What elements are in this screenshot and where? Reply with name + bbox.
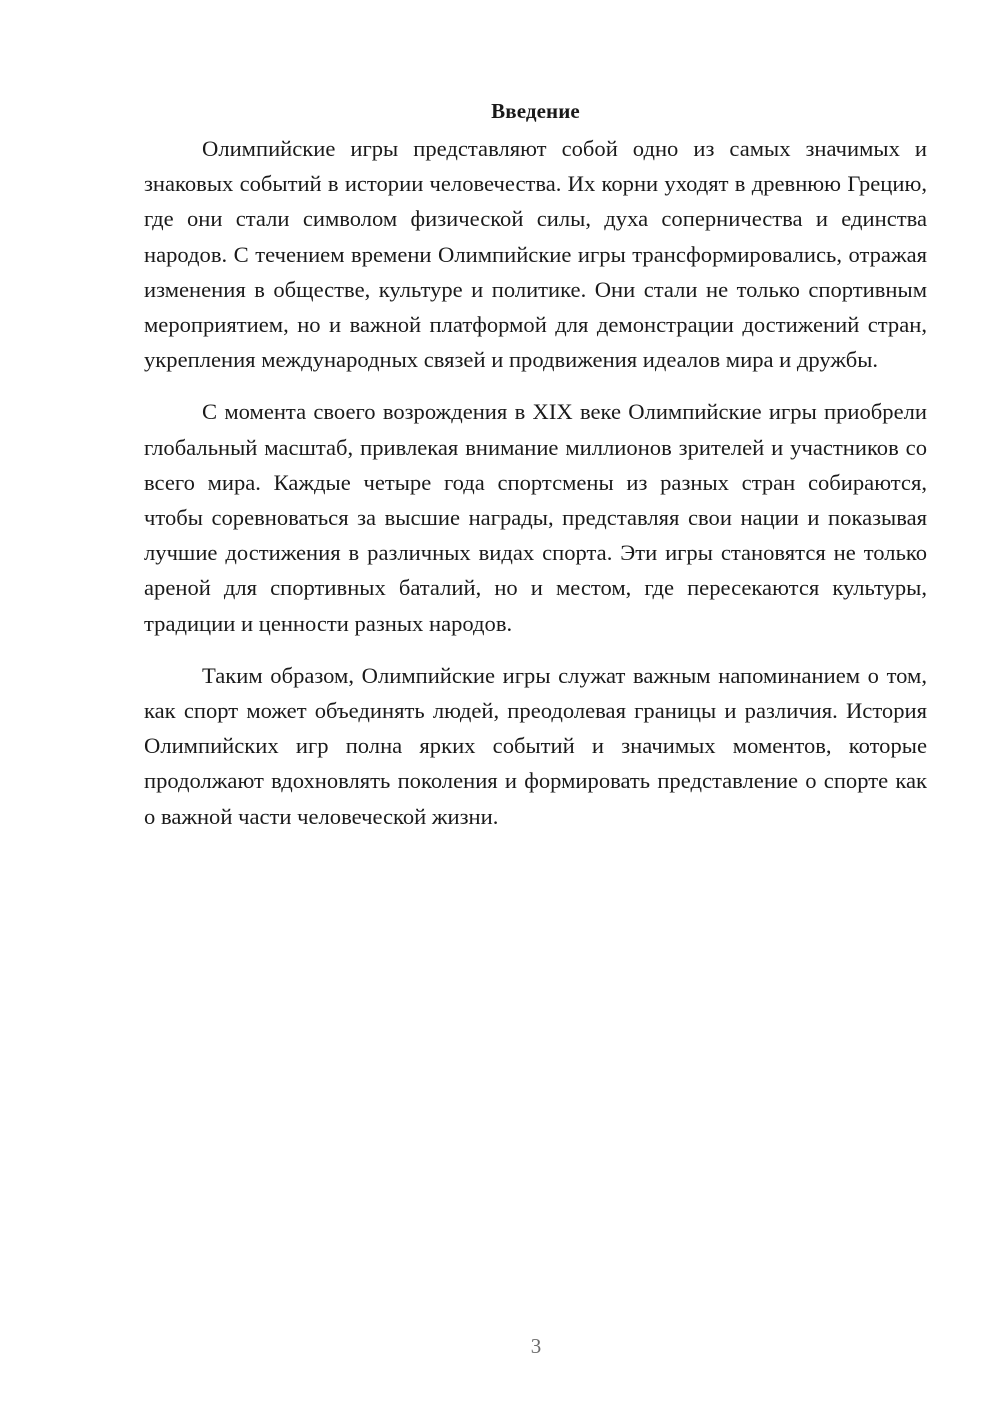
page-number: 3: [530, 1334, 542, 1358]
paragraph-2: С момента своего возрождения в XIX веке Олимпийские игры приобрели глобальный масштаб, привлекая внимание миллионов зрителей и участников со всего мира. Каждые четыре года спортсмены из разных стран собираются, чтобы соревноваться за высшие награды, представляя свои нации и показывая лучшие достижения в различных видах спорта. Эти игры становятся не только ареной для спортивных баталий, но и местом, где пересекаются культуры, традиции и ценности разных народов.: [144, 399, 927, 636]
paragraph-3: Таким образом, Олимпийские игры служат важным напоминанием о том, как спорт может объединять людей, преодолевая границы и различия. История Олимпийских игр полна ярких событий и значимых моментов, которые продолжают вдохновлять поколения и формировать представление о спорте как о важной части человеческой жизни.: [144, 662, 927, 829]
page-content: [144, 96, 927, 834]
paragraph-1: Олимпийские игры представляют собой одно из самых значимых и знаковых событий в истории человечества. Их корни уходят в древнюю Грецию, где они стали символом физической силы, духа соперничества и единства народов. С течением времени Олимпийские игры трансформировались, отражая изменения в обществе, культуре и политике. Они стали не только спортивным мероприятием, но и важной платформой для демонстрации достижений стран, укрепления международных связей и продвижения идеалов мира и дружбы.: [144, 136, 927, 373]
section-heading: Введение: [491, 99, 580, 123]
